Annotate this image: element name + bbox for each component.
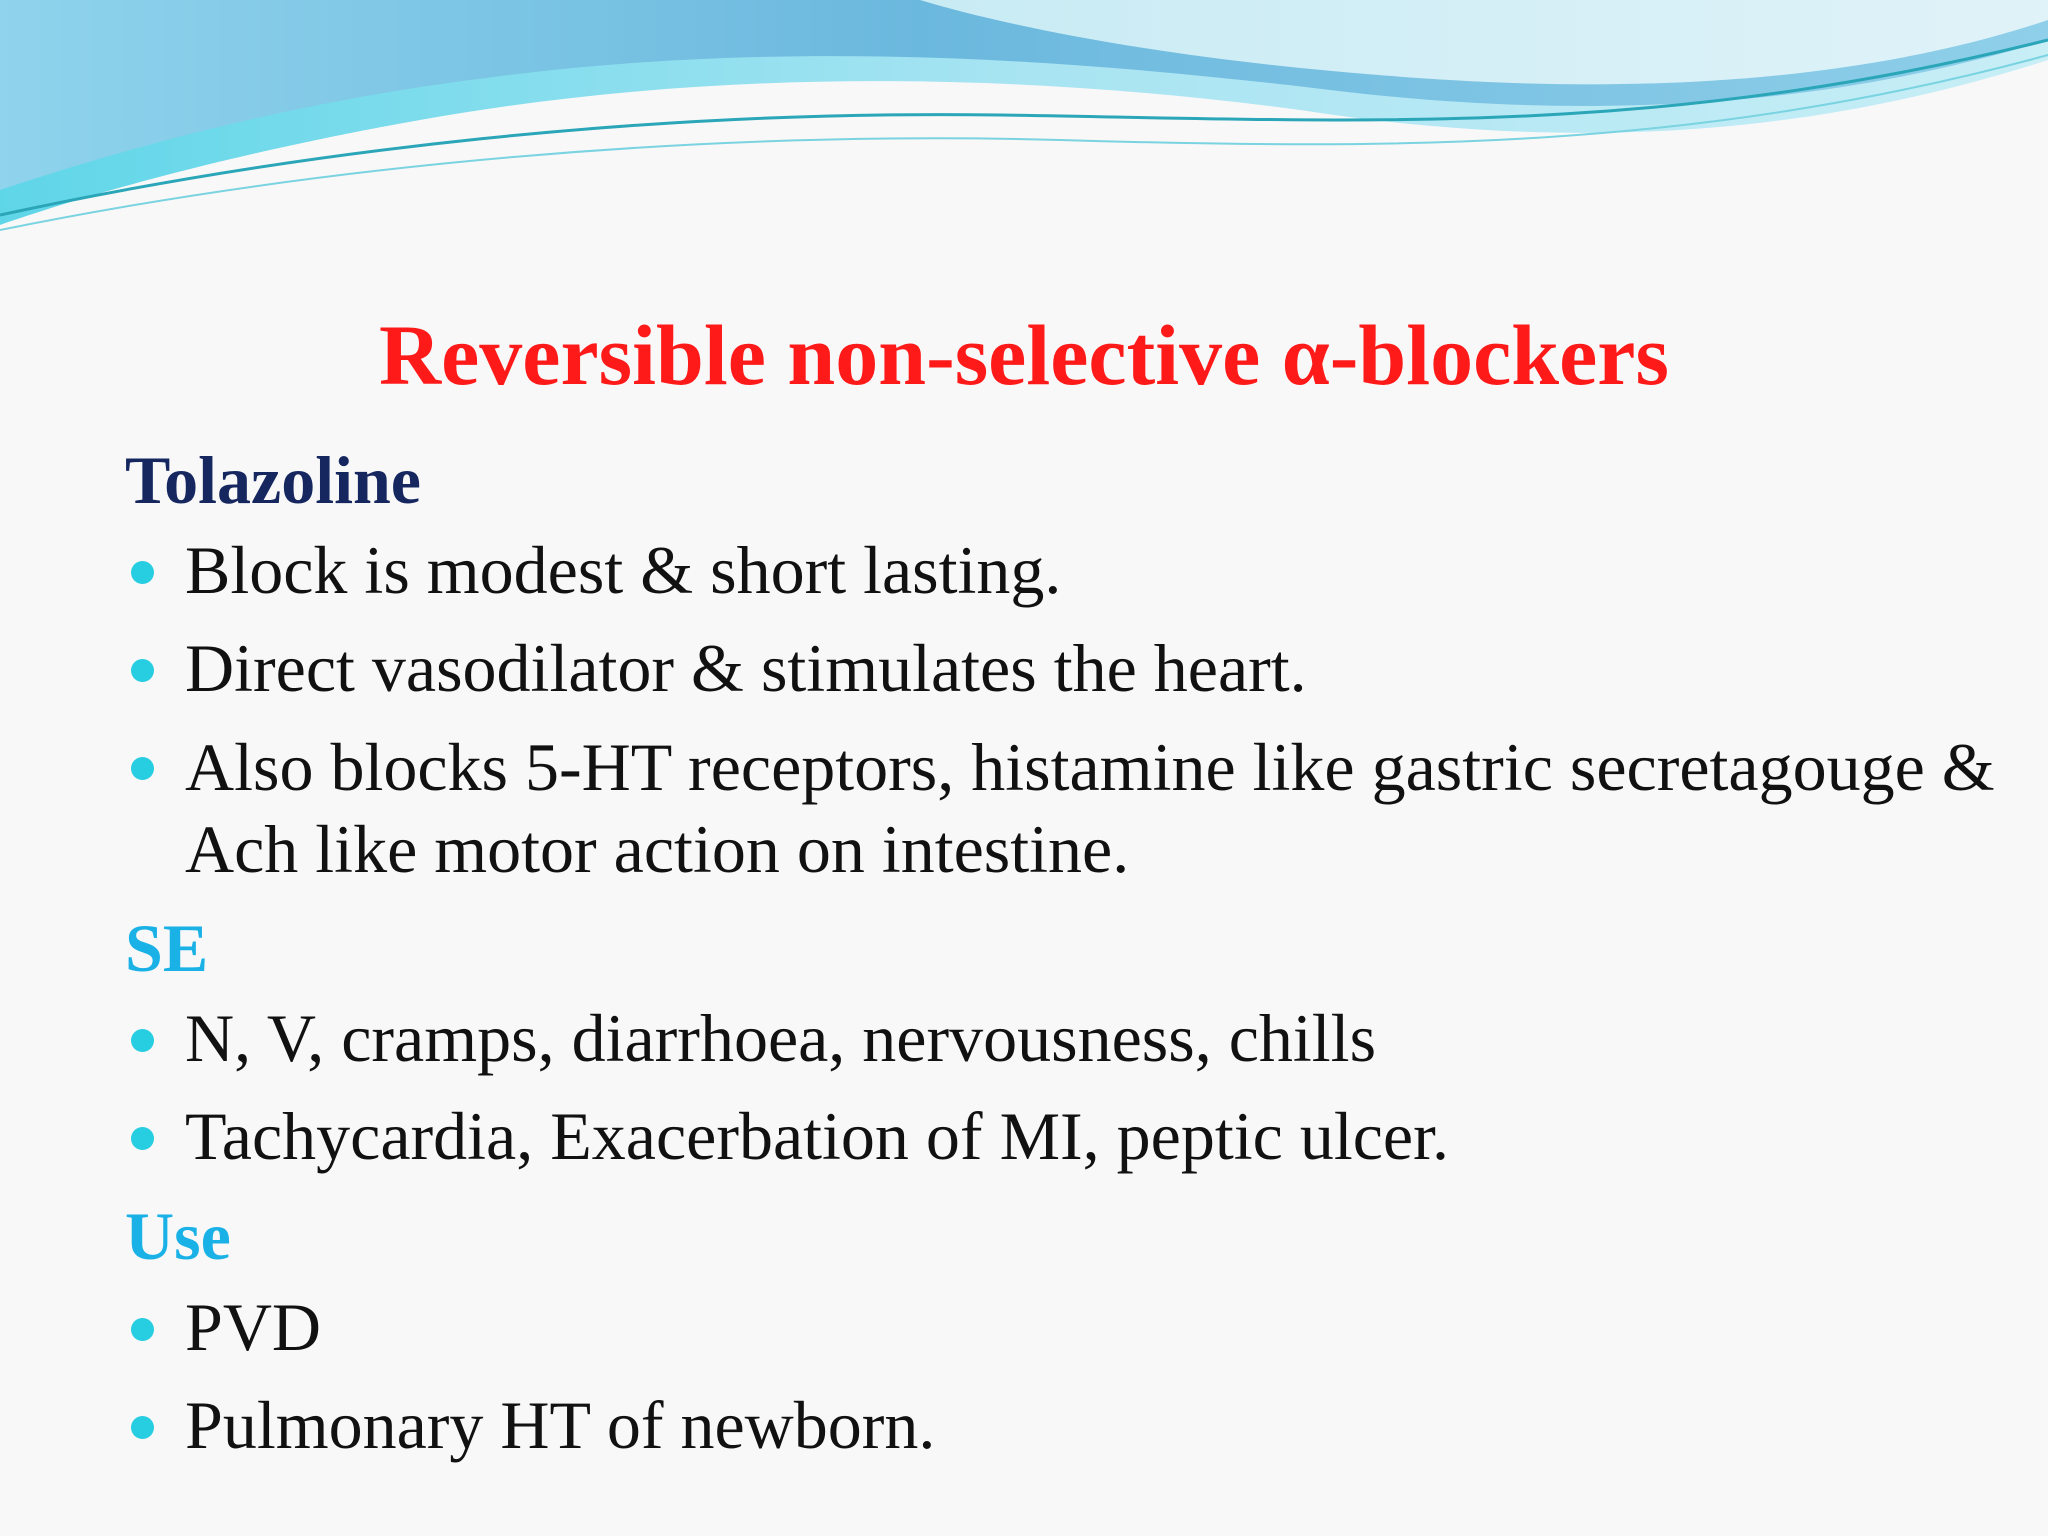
section-heading-se: SE	[125, 910, 209, 987]
bullet-dot-icon	[131, 659, 154, 682]
bullet-text: Direct vasodilator & stimulates the heart.	[185, 630, 1307, 707]
slide-content	[125, 440, 2005, 1483]
bullet-text: Also blocks 5-HT receptors, histamine like gastric secretagouge & Ach like motor action on intestine.	[185, 729, 1995, 888]
bullet-text: N, V, cramps, diarrhoea, nervousness, chills	[185, 1000, 1377, 1077]
list-item	[125, 1096, 2005, 1176]
bullet-text: PVD	[185, 1288, 322, 1365]
se-bullet-list	[125, 998, 2005, 1176]
bullet-dot-icon	[131, 1416, 154, 1439]
list-item	[125, 1287, 2005, 1367]
bullet-text: Block is modest & short lasting.	[185, 532, 1062, 609]
list-item	[125, 530, 2005, 610]
bullet-dot-icon	[131, 1127, 154, 1150]
bullet-dot-icon	[131, 757, 154, 780]
list-item	[125, 1385, 2005, 1465]
bullet-text: Pulmonary HT of newborn.	[185, 1386, 936, 1463]
use-bullet-list	[125, 1287, 2005, 1465]
bullet-dot-icon	[131, 561, 154, 584]
header-wave-decoration	[0, 0, 2048, 260]
slide-title: Reversible non-selective α-blockers	[379, 307, 1669, 403]
list-item	[125, 628, 2005, 708]
bullet-dot-icon	[131, 1029, 154, 1052]
section-heading-tolazoline: Tolazoline	[125, 442, 421, 518]
tolazoline-bullet-list	[125, 530, 2005, 890]
bullet-text: Tachycardia, Exacerbation of MI, peptic ulcer.	[185, 1098, 1449, 1175]
list-item	[125, 998, 2005, 1078]
list-item	[125, 726, 2005, 890]
section-heading-use: Use	[125, 1198, 231, 1275]
bullet-dot-icon	[131, 1318, 154, 1341]
